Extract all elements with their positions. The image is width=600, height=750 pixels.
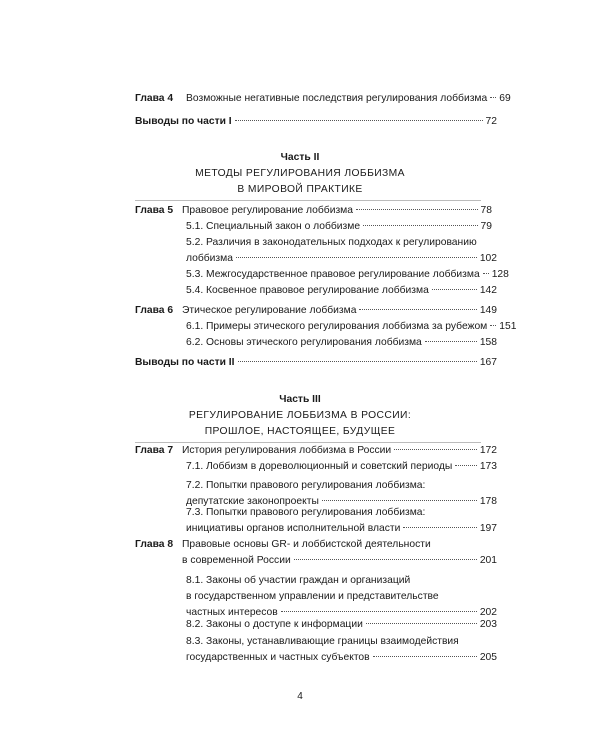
- toc-entry-7-1[interactable]: [186, 459, 497, 475]
- section-8-2-page: 203: [479, 619, 497, 630]
- toc-entry-summary1[interactable]: [135, 114, 497, 130]
- summary2-label: Выводы по части II: [135, 357, 235, 368]
- divider: [135, 200, 481, 201]
- leader-dots: [490, 325, 496, 326]
- toc-entry-7-3[interactable]: [186, 521, 497, 537]
- chapter6-title: Этическое регулирование лоббизма: [182, 305, 357, 316]
- part2-heading: Часть II: [280, 152, 320, 163]
- chapter7-label: Глава 7: [135, 445, 174, 456]
- part2-title-line2: В МИРОВОЙ ПРАКТИКЕ: [237, 184, 363, 195]
- leader-dots: [238, 361, 477, 362]
- leader-dots: [359, 309, 476, 310]
- leader-dots: [432, 289, 477, 290]
- section-7-2-page: 178: [479, 496, 497, 507]
- section-5-2-title-line1: 5.2. Различия в законодательных подходах к регулированию: [186, 237, 477, 248]
- chapter7-title: История регулирования лоббизма в России: [182, 445, 392, 456]
- section-7-3-title-line2: инициативы органов исполнительной власти: [186, 523, 401, 534]
- section-7-2-title-line1: 7.2. Попытки правового регулирования лоббизма:: [186, 480, 426, 491]
- toc-entry-5-1[interactable]: [186, 219, 492, 235]
- chapter5-page: 78: [480, 205, 492, 216]
- leader-dots: [363, 225, 477, 226]
- leader-dots: [425, 341, 477, 342]
- toc-entry-summary2[interactable]: [135, 355, 497, 371]
- toc-entry-5-3[interactable]: [186, 267, 509, 283]
- toc-entry-chapter7[interactable]: [182, 443, 497, 459]
- section-6-1-title: 6.1. Примеры этического регулирования лоббизма за рубежом: [186, 321, 488, 332]
- section-8-3-title-line1: 8.3. Законы, устанавливающие границы взаимодействия: [186, 636, 459, 647]
- toc-entry-chapter5[interactable]: [182, 203, 492, 219]
- leader-dots: [373, 656, 477, 657]
- section-8-3-title-line2: государственных и частных субъектов: [186, 652, 370, 663]
- section-7-1-title: 7.1. Лоббизм в дореволюционный и советский периоды: [186, 461, 453, 472]
- section-8-2-title: 8.2. Законы о доступе к информации: [186, 619, 363, 630]
- toc-entry-8-3[interactable]: [186, 650, 497, 666]
- chapter4-page: 69: [499, 93, 511, 104]
- section-7-3-page: 197: [479, 523, 497, 534]
- toc-entry-6-1[interactable]: [186, 319, 517, 335]
- section-6-2-title: 6.2. Основы этического регулирования лоббизма: [186, 337, 422, 348]
- section-8-1-title-line3: частных интересов: [186, 607, 278, 618]
- chapter8-label: Глава 8: [135, 539, 174, 550]
- toc-entry-chapter8[interactable]: [182, 553, 497, 569]
- toc-entry-chapter6[interactable]: [182, 303, 497, 319]
- leader-dots: [455, 465, 477, 466]
- section-5-1-title: 5.1. Специальный закон о лоббизме: [186, 221, 361, 232]
- toc-entry-8-2[interactable]: [186, 617, 497, 633]
- part2-title-line1: МЕТОДЫ РЕГУЛИРОВАНИЯ ЛОББИЗМА: [195, 168, 405, 179]
- section-6-1-page: 151: [499, 321, 517, 332]
- leader-dots: [366, 623, 477, 624]
- section-5-4-title: 5.4. Косвенное правовое регулирование лоббизма: [186, 285, 429, 296]
- toc-entry-chapter4[interactable]: [186, 91, 511, 107]
- leader-dots: [356, 209, 478, 210]
- section-8-1-page: 202: [479, 607, 497, 618]
- section-5-4-page: 142: [479, 285, 497, 296]
- section-5-2-page: 102: [479, 253, 497, 264]
- toc-entry-5-2[interactable]: [186, 251, 497, 267]
- leader-dots: [490, 97, 496, 98]
- chapter6-label: Глава 6: [135, 305, 174, 316]
- chapter6-page: 149: [479, 305, 497, 316]
- toc-entry-6-2[interactable]: [186, 335, 497, 351]
- section-5-3-page: 128: [491, 269, 509, 280]
- chapter4-title: Возможные негативные последствия регулирования лоббизма: [186, 93, 488, 104]
- part3-title-line2: ПРОШЛОЕ, НАСТОЯЩЕЕ, БУДУЩЕЕ: [204, 426, 396, 437]
- chapter5-title: Правовое регулирование лоббизма: [182, 205, 353, 216]
- summary2-page: 167: [479, 357, 497, 368]
- section-8-1-title-line2: в государственном управлении и представительстве: [186, 591, 439, 602]
- chapter8-page: 201: [479, 555, 497, 566]
- leader-dots: [403, 527, 476, 528]
- leader-dots: [322, 500, 477, 501]
- chapter4-label: Глава 4: [135, 93, 174, 104]
- leader-dots: [394, 449, 477, 450]
- section-5-3-title: 5.3. Межгосударственное правовое регулирование лоббизма: [186, 269, 480, 280]
- page-number: 4: [297, 691, 303, 702]
- section-8-1-title-line1: 8.1. Законы об участии граждан и организаций: [186, 575, 411, 586]
- part3-title-line1: РЕГУЛИРОВАНИЕ ЛОББИЗМА В РОССИИ:: [188, 410, 412, 421]
- section-7-2-title-line2: депутатские законопроекты: [186, 496, 319, 507]
- leader-dots: [281, 611, 477, 612]
- section-7-1-page: 173: [479, 461, 497, 472]
- part3-heading: Часть III: [279, 394, 321, 405]
- section-6-2-page: 158: [479, 337, 497, 348]
- section-5-1-page: 79: [480, 221, 492, 232]
- section-7-3-title-line1: 7.3. Попытки правового регулирования лоббизма:: [186, 507, 426, 518]
- leader-dots: [236, 257, 477, 258]
- toc-entry-5-4[interactable]: [186, 283, 497, 299]
- chapter8-title-line1: Правовые основы GR- и лоббистской деятельности: [182, 539, 431, 550]
- chapter8-title-line2: в современной России: [182, 555, 291, 566]
- section-8-3-page: 205: [479, 652, 497, 663]
- leader-dots: [235, 120, 483, 121]
- leader-dots: [294, 559, 477, 560]
- section-5-2-title-line2: лоббизма: [186, 253, 233, 264]
- chapter5-label: Глава 5: [135, 205, 174, 216]
- chapter7-page: 172: [479, 445, 497, 456]
- leader-dots: [483, 273, 489, 274]
- summary1-page: 72: [485, 116, 497, 127]
- summary1-label: Выводы по части I: [135, 116, 232, 127]
